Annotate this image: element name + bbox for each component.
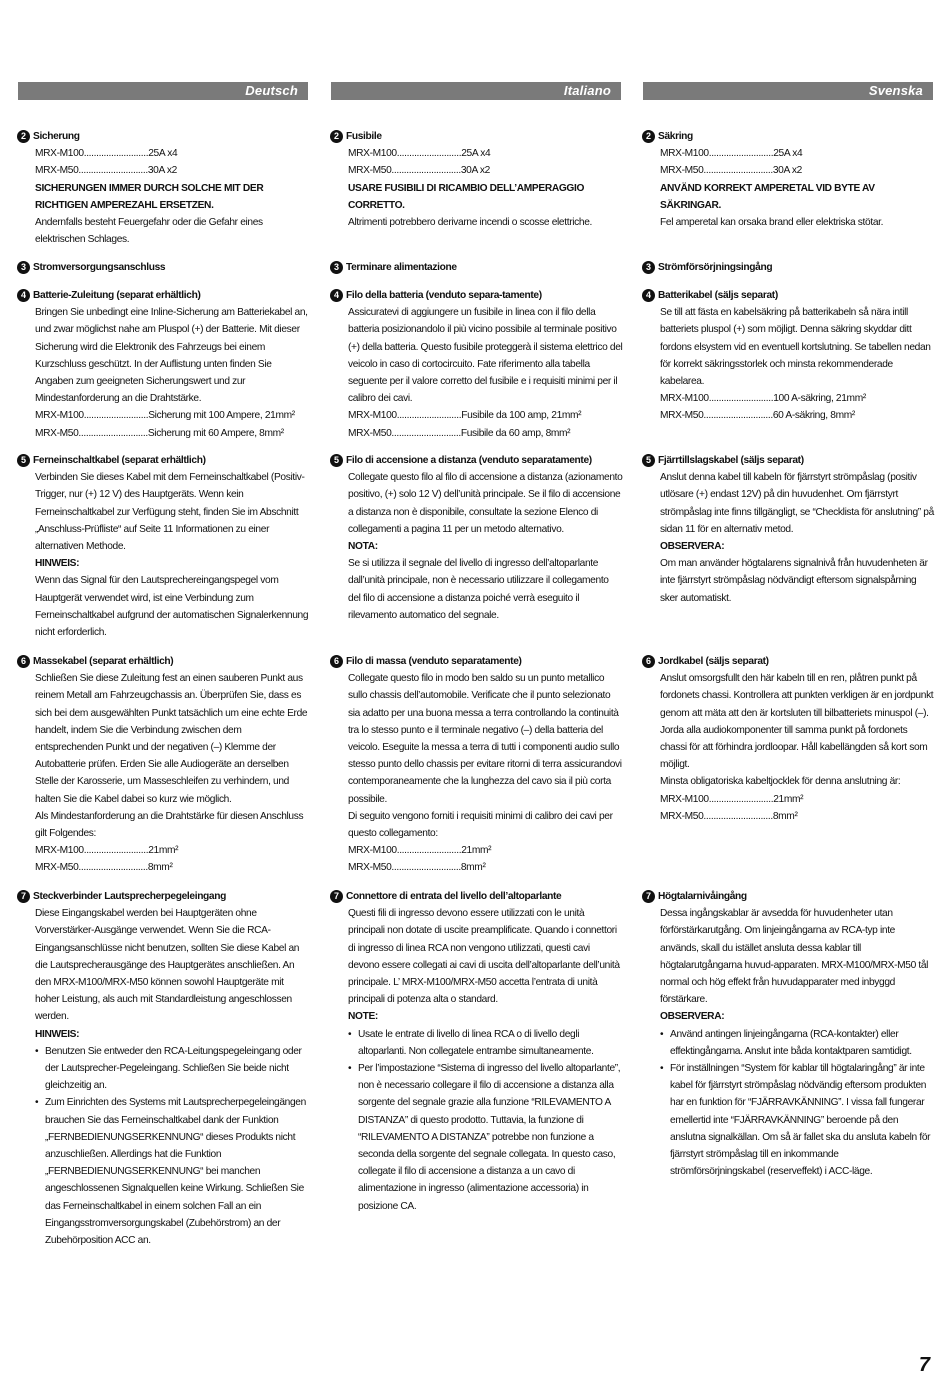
section-title: Säkring (658, 131, 693, 142)
list-item: • Använd antingen linjeingångarna (RCA-kontakter) eller effektingångarna. Anslut inte båda kontaktparen samtidigt. (660, 1026, 935, 1060)
section-title: Ferneinschaltkabel (separat erhältlich) (33, 455, 206, 466)
section-power-terminal (331, 259, 623, 276)
number-6-icon: 6 (642, 655, 655, 668)
body-text: Dessa ingångskablar är avsedda för huvudenheter utan förförstärkarutgång. Om linjeingångarna av RCA-typ inte används, skall du istället ansluta dessa kablar till högtalarutgångarna huvud-apparaten. MRX-M100/MRX-M50 tål normal och hög effekt från huvudapparater med inbyggd förstärkare. (660, 908, 929, 1006)
section-remote-turn-on (331, 452, 623, 624)
section-speaker-level-input (331, 888, 623, 1215)
spec-row: MRX-M100 .......................... Fusibile da 100 amp, 21mm² (348, 410, 582, 422)
spec-row: MRX-M100 .......................... 25A x4 (660, 148, 803, 160)
body-text: Collegate questo filo al filo di accensione a distanza (azionamento positivo, (+) solo 12 V) dell’unità principale. Se il filo di accensione a distanza non è disponibile, consultate la sezione Elenco di collegamenti a pagina 11 per un metodo alternativo. (348, 472, 623, 535)
body-text: Andernfalls besteht Feuergefahr oder die Gefahr eines elektrischen Schlages. (35, 217, 263, 246)
section-title: Batterie-Zuleitung (separat erhältlich) (33, 290, 201, 301)
note-label: OBSERVERA: (660, 541, 725, 553)
section-title: Fjärrtillslagskabel (säljs separat) (658, 455, 804, 466)
section-speaker-level-input (18, 888, 310, 1249)
warning-text: USARE FUSIBILI DI RICAMBIO DELL’AMPERAGGIO CORRETTO. (348, 182, 585, 211)
spec-row: MRX-M50 ............................ Fusibile da 60 amp, 8mm² (348, 427, 571, 439)
note-text: Om man använder högtalarens signalnivå från huvudenheten är inte fjärrstyrt strömpåslag nödvändigt eftersom signalspårning sker automatiskt. (660, 558, 928, 604)
section-title: Terminare alimentazione (346, 262, 457, 273)
number-2-icon: 2 (17, 130, 30, 143)
spec-row: MRX-M50 ............................ 8mm² (660, 810, 798, 822)
spec-row: MRX-M100 .......................... Sicherung mit 100 Ampere, 21mm² (35, 410, 295, 422)
body-text: Assicuratevi di aggiungere un fusibile in linea con il filo della batteria posizionandolo il più vicino possibile al terminale positivo (+) della batteria. Questo fusibile proteggerà il sistema elettrico del veicolo in caso di cortocircuito. Fate riferimento alla tabella seguente per il valore corretto del fusibile e i requisiti minimi per il calibro dei cavi. (348, 307, 623, 405)
section-remote-turn-on (18, 452, 310, 641)
spec-row: MRX-M100 .......................... 21mm² (348, 845, 492, 857)
section-title: Filo della batteria (venduto separa-tamente) (346, 290, 542, 301)
number-6-icon: 6 (330, 655, 343, 668)
section-title: Filo di massa (venduto separatamente) (346, 656, 522, 667)
note-label: NOTE: (348, 1011, 378, 1023)
list-item: • För inställningen “System för kablar till högtalaringång” är inte kabel för fjärrstyrt strömpåslag nödvändig eftersom produkten har en funktion för “FJÄRRAVKÄNNING”. I vissa fall fungerar emellertid inte “FJÄRRAVKÄNNING” beroende på den anslutna signalkällan. Om så är fallet ska du ansluta kabeln för fjärrstyrt strömpåslag till en inkommande strömförsörjningskabel (reserveffekt) i ACC-läge. (660, 1060, 935, 1180)
spec-row: MRX-M50 ............................ 8mm² (35, 862, 173, 874)
language-header: Deutsch (18, 82, 308, 100)
note-label: NOTA: (348, 541, 378, 553)
body-text: Diese Eingangskabel werden bei Hauptgeräten ohne Vorverstärker-Ausgänge verwendet. Wenn Sie die RCA-Eingangsanschlüsse nicht benutzen, sollten Sie diese Kabel an die Lautsprecherausgänge des Hauptgerätes anschließen. An den MRX-M100/MRX-M50 können sowohl Hauptgeräte mit hoher Leistung, als auch mit Standardleistung angeschlossen werden. (35, 908, 300, 1023)
column-deutsch (18, 82, 309, 1247)
body-text: Collegate questo filo in modo ben saldo su un punto metallico sullo chassis dell’automobile. Verificate che il punto selezionato sia adatto per una buona messa a terra controllando la continuità tra lo stesso punto e il terminale negativo (–) della batteria del veicolo. Eseguite la messa a terra di tutti i componenti audio sullo stesso punto dello chassis per evitare ritorni di terra assicurandovi contemporaneamente che la lunghezza del cavo sia il più corta possibile. (348, 673, 622, 805)
section-title: Batterikabel (säljs separat) (658, 290, 778, 301)
body-text: Se till att fästa en kabelsäkring på batterikabeln så nära intill batteriets pluspol (+) som möjligt. Denna säkring skyddar ditt fordons elsystem vid en eventuell kortslutning. Se tabellen nedan för korrekt säkringsstorlek och minsta rekommenderade kabelarea. (660, 307, 931, 388)
number-2-icon: 2 (330, 130, 343, 143)
note-label: HINWEIS: (35, 558, 80, 570)
section-ground-wire (18, 653, 310, 877)
spec-row: MRX-M50 ............................ Sicherung mit 60 Ampere, 8mm² (35, 427, 284, 439)
number-7-icon: 7 (17, 890, 30, 903)
number-3-icon: 3 (17, 261, 30, 274)
body-text: Altrimenti potrebbero derivarne incendi o scosse elettriche. (348, 217, 593, 229)
body-text: Minsta obligatoriska kabeltjocklek för denna anslutning är: (660, 776, 901, 788)
section-title: Sicherung (33, 131, 80, 142)
spec-row: MRX-M100 .......................... 100 A-säkring, 21mm² (660, 393, 866, 405)
section-title: Steckverbinder Lautsprecherpegeleingang (33, 891, 226, 902)
spec-row: MRX-M100 .......................... 21mm² (660, 793, 804, 805)
note-label: OBSERVERA: (660, 1011, 725, 1023)
spec-row: MRX-M50 ............................ 30A x2 (348, 165, 490, 177)
number-4-icon: 4 (642, 289, 655, 302)
note-text: Se si utilizza il segnale del livello di ingresso dell’altoparlante dall’unità principale, non è necessario utilizzare il collegamento del filo di accensione a distanza poiché verrà eseguito il rilevamento automatico del segnale. (348, 558, 609, 621)
list-item: • Per l’impostazione “Sistema di ingresso del livello altoparlante”, non è necessario collegare il filo di accensione a distanza alla sorgente del segnale grazie alla funzione “RILEVAMENTO A DISTANZA” di questo prodotto. Tuttavia, la funzione di “RILEVAMENTO A DISTANZA” potrebbe non funzione a seconda della sorgente del segnale collegata. In questo caso, collegate il filo di accensione a distanza a un cavo di alimentazione in ingresso (alimentazione accessoria) in posizione CA. (348, 1060, 623, 1215)
section-title: Filo di accensione a distanza (venduto separatamente) (346, 455, 592, 466)
list-item: • Zum Einrichten des Systems mit Lautsprecherpegeleingängen brauchen Sie das Ferneinschaltkabel dank der Funktion „FERNBEDIENUNGSERKENNUNG“ dieses Produkts nicht anzuschließen. Allerdings hat die Funktion „FERNBEDIENUNGSERKENNUNG“ bei manchen angeschlossenen Signalquellen keine Wirkung. Schließen Sie das Ferneinschaltkabel in einem solchen Fall an ein Eingangsstromversorgungskabel (Zubehörstrom) an der Zubehörposition ACC an. (35, 1094, 310, 1249)
number-6-icon: 6 (17, 655, 30, 668)
list-item: • Usate le entrate di livello di linea RCA o di livello degli altoparlanti. Non collegatele entrambe simultaneamente. (348, 1026, 623, 1060)
number-7-icon: 7 (642, 890, 655, 903)
body-text: Anslut denna kabel till kabeln för fjärrstyrt strömpåslag (positiv utlösare (+) endast 12V) på din huvudenhet. Om fjärrstyrt strömpåslag inte finns tillgängligt, se “Checklista för anslutning” på sidan 11 för en alternativ metod. (660, 472, 934, 535)
spec-row: MRX-M50 ............................ 8mm² (348, 862, 486, 874)
body-text: Schließen Sie diese Zuleitung fest an einen sauberen Punkt aus reinem Metall am Fahrzeugchassis an. Überprüfen Sie, dass es sich bei dem ausgewählten Punkt tatsächlich um eine echte Erde handelt, indem Sie die Verbindung zwischen dem entsprechenden Punkt und der negativen (–) Klemme der Autobatterie prüfen. Erden Sie alle Audiogeräte an derselben Stelle der Karosserie, um Masseschleifen zu verhindern, und halten Sie die Kabel dabei so kurz wie möglich. (35, 673, 308, 805)
section-remote-turn-on (643, 452, 935, 607)
body-text: Bringen Sie unbedingt eine Inline-Sicherung am Batteriekabel an, und zwar möglichst nahe am Pluspol (+) der Batterie. Mit dieser Sicherung wird die Elektronik des Fahrzeugs bei einem Kurzschluss geschützt. In der Auflistung unten finden Sie Angaben zum geeigneten Sicherungswert und zur Mindestanforderung an die Drahtstärke. (35, 307, 308, 405)
section-speaker-level-input (643, 888, 935, 1180)
spec-row: MRX-M100 .......................... 25A x4 (35, 148, 178, 160)
number-7-icon: 7 (330, 890, 343, 903)
spec-row: MRX-M100 .......................... 25A x4 (348, 148, 491, 160)
number-4-icon: 4 (17, 289, 30, 302)
language-header: Svenska (643, 82, 933, 100)
number-5-icon: 5 (330, 454, 343, 467)
warning-text: ANVÄND KORREKT AMPERETAL VID BYTE AV SÄKRINGAR. (660, 182, 875, 211)
section-title: Jordkabel (säljs separat) (658, 656, 769, 667)
section-title: Connettore di entrata del livello dell’altoparlante (346, 891, 562, 902)
list-item: • Benutzen Sie entweder den RCA-Leitungspegeleingang oder der Lautsprecher-Pegeleingang. Schließen Sie beide nicht gleichzeitig an. (35, 1043, 310, 1095)
body-text: Questi fili di ingresso devono essere utilizzati con le unità principali non dotate di uscite preamplificate. Quando i connettori di ingresso di linea RCA non vengono utilizzati, questi cavi devono essere collegati ai cavi di uscita dell’altoparlante dell’unità principale. L’ MRX-M100/MRX-M50 accetta l’entrata di unità principali di potenza alta o standard. (348, 908, 620, 1006)
section-power-terminal (643, 259, 935, 276)
number-3-icon: 3 (330, 261, 343, 274)
body-text: Als Mindestanforderung an die Drahtstärke für diesen Anschluss gilt Folgendes: (35, 810, 304, 840)
section-battery-wire (18, 287, 310, 442)
section-title: Högtalarnivåingång (658, 891, 747, 902)
body-text: Di seguito vengono forniti i requisiti minimi di calibro dei cavi per questo collegamento: (348, 810, 613, 840)
column-italiano (331, 82, 623, 1212)
section-power-terminal (18, 259, 310, 276)
warning-text: SICHERUNGEN IMMER DURCH SOLCHE MIT DER RICHTIGEN AMPEREZAHL ERSETZEN. (35, 182, 264, 211)
number-5-icon: 5 (17, 454, 30, 467)
page-number: 7 (918, 1354, 930, 1376)
body-text: Anslut omsorgsfullt den här kabeln till en ren, plåtren punkt på fordonets chassi. Kontrollera att punkten verkligen är en jordpunkt genom att mäta att den är kortsluten till bilbatteriets minuspol (–). Jorda alla audiokomponenter till samma punkt på fordonets chassi för att förhindra jordloopar. Håll kabellängden så kort som möjligt. (660, 673, 934, 771)
section-title: Massekabel (separat erhältlich) (33, 656, 174, 667)
section-battery-wire (643, 287, 935, 425)
number-3-icon: 3 (642, 261, 655, 274)
number-4-icon: 4 (330, 289, 343, 302)
number-2-icon: 2 (642, 130, 655, 143)
section-title: Fusibile (346, 131, 382, 142)
section-fuse (643, 128, 935, 231)
section-fuse (331, 128, 623, 231)
spec-row: MRX-M50 ............................ 60 A-säkring, 8mm² (660, 410, 855, 422)
note-label: HINWEIS: (35, 1028, 80, 1040)
number-5-icon: 5 (642, 454, 655, 467)
spec-row: MRX-M50 ............................ 30A x2 (660, 165, 802, 177)
section-battery-wire (331, 287, 623, 442)
section-ground-wire (643, 653, 935, 825)
section-fuse (18, 128, 310, 248)
spec-row: MRX-M100 .......................... 21mm² (35, 845, 179, 857)
body-text: Verbinden Sie dieses Kabel mit dem Ferneinschaltkabel (Positiv-Trigger, nur (+) 12 V) des Hauptgeräts. Wenn kein Ferneinschaltkabel zur Verfügung steht, finden Sie im Abschnitt „Anschluss-Prüfliste“ auf Seite 11 Informationen zu einer alternativen Methode. (35, 472, 305, 553)
body-text: Fel amperetal kan orsaka brand eller elektriska stötar. (660, 217, 884, 229)
section-ground-wire (331, 653, 623, 877)
section-title: Strömförsörjningsingång (658, 262, 773, 273)
spec-row: MRX-M50 ............................ 30A x2 (35, 165, 177, 177)
language-header: Italiano (331, 82, 621, 100)
column-svenska (643, 82, 934, 1178)
note-text: Wenn das Signal für den Lautsprechereingangspegel vom Hauptgerät verwendet wird, ist eine Verbindung zum Ferneinschaltkabel aufgrund der automatischen Signalerkennung nicht erforderlich. (35, 575, 309, 639)
section-title: Stromversorgungsanschluss (33, 262, 166, 273)
